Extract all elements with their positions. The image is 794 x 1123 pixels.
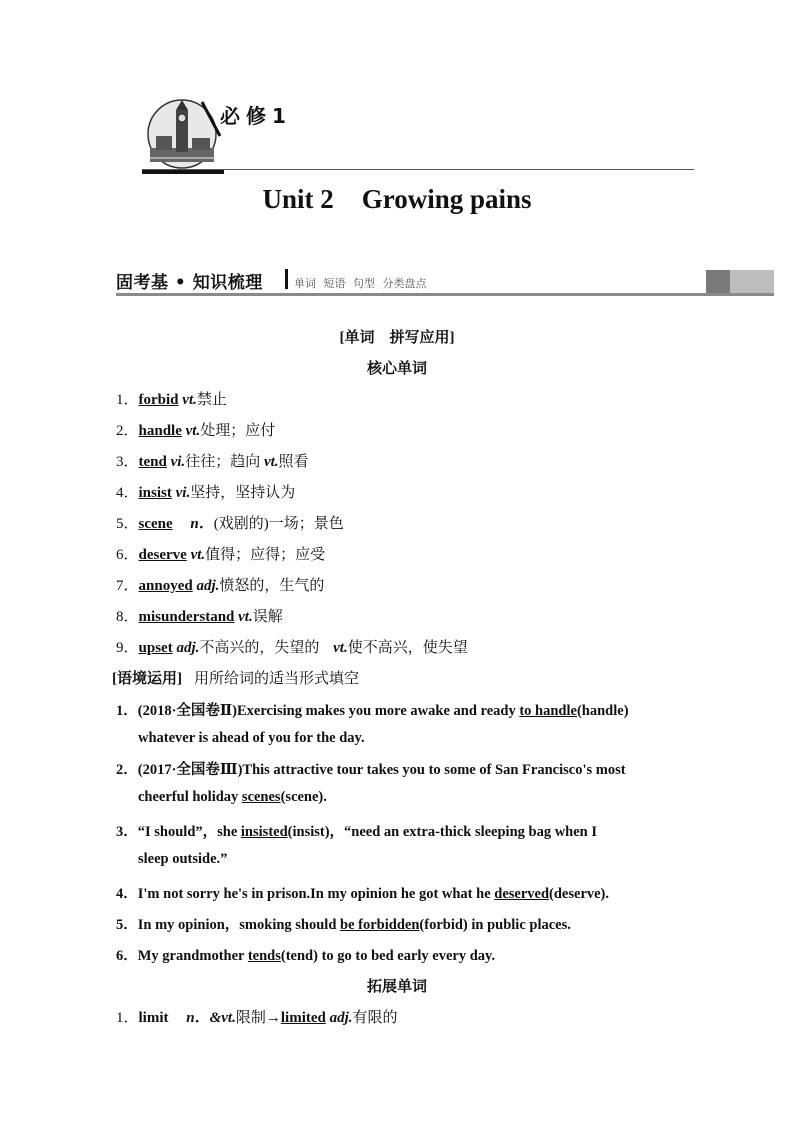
banner-dark-block bbox=[706, 270, 730, 294]
core-word-item: 6．deserve vt.值得；应得；应受 bbox=[116, 547, 326, 563]
exercise-item: 3．“I should”，she insisted(insist)，“need an extra-thick sleeping bag when I bbox=[116, 824, 598, 840]
unit-title: Unit 2 Growing pains bbox=[262, 184, 532, 214]
core-word-item: 8．misunderstand vt.误解 bbox=[116, 609, 283, 625]
book-title: 必修1 bbox=[220, 104, 292, 128]
exercise-item: 5．In my opinion，smoking should be forbidden(forbid) in public places. bbox=[116, 917, 571, 933]
header-accent-bar bbox=[142, 170, 224, 174]
core-word-item: 1．forbid vt.禁止 bbox=[116, 392, 227, 408]
banner-subtitle: 单词 短语 句型 分类盘点 bbox=[294, 277, 427, 290]
banner-separator bbox=[285, 269, 288, 289]
core-word-item: 7．annoyed adj.愤怒的，生气的 bbox=[116, 578, 325, 594]
section-heading: [单词 拼写应用] bbox=[339, 330, 455, 346]
section-banner bbox=[116, 266, 774, 296]
exercise-continuation: sleep outside.” bbox=[138, 851, 228, 867]
banner-light-block bbox=[730, 270, 774, 294]
exercise-continuation: cheerful holiday scenes(scene). bbox=[138, 789, 327, 805]
context-heading: [语境运用] 用所给词的适当形式填空 bbox=[112, 671, 360, 687]
exercise-item: 4．I'm not sorry he's in prison.In my opinion he got what he deserved(deserve). bbox=[116, 886, 610, 902]
core-word-item: 4．insist vi.坚持，坚持认为 bbox=[116, 485, 296, 501]
header-divider bbox=[142, 169, 694, 170]
core-word-item: 2．handle vt.处理；应付 bbox=[116, 423, 276, 439]
extended-words-heading: 拓展单词 bbox=[366, 979, 427, 995]
core-word-item: 9．upset adj.不高兴的，失望的 vt.使不高兴，使失望 bbox=[116, 640, 468, 656]
exercise-continuation: whatever is ahead of you for the day. bbox=[138, 730, 365, 746]
exercise-item: 1．(2018·全国卷Ⅱ)Exercising makes you more awake and ready to handle(handle) bbox=[116, 703, 629, 719]
extended-word-item: 1．limit n．&vt.限制→limited adj.有限的 bbox=[116, 1010, 398, 1026]
banner-underline bbox=[116, 293, 774, 296]
core-words-heading: 核心单词 bbox=[366, 361, 427, 377]
core-word-item: 3．tend vi.往往；趋向 vt.照看 bbox=[116, 454, 309, 470]
exercise-item: 6．My grandmother tends(tend) to go to bed early every day. bbox=[116, 948, 496, 964]
banner-title: 固考基 • 知识梳理 bbox=[116, 273, 263, 293]
core-word-item: 5．scene n．(戏剧的)一场；景色 bbox=[116, 516, 344, 532]
exercise-item: 2．(2017·全国卷Ⅲ)This attractive tour takes you to some of San Francisco's most bbox=[116, 762, 626, 778]
big-ben-emblem bbox=[142, 96, 224, 174]
